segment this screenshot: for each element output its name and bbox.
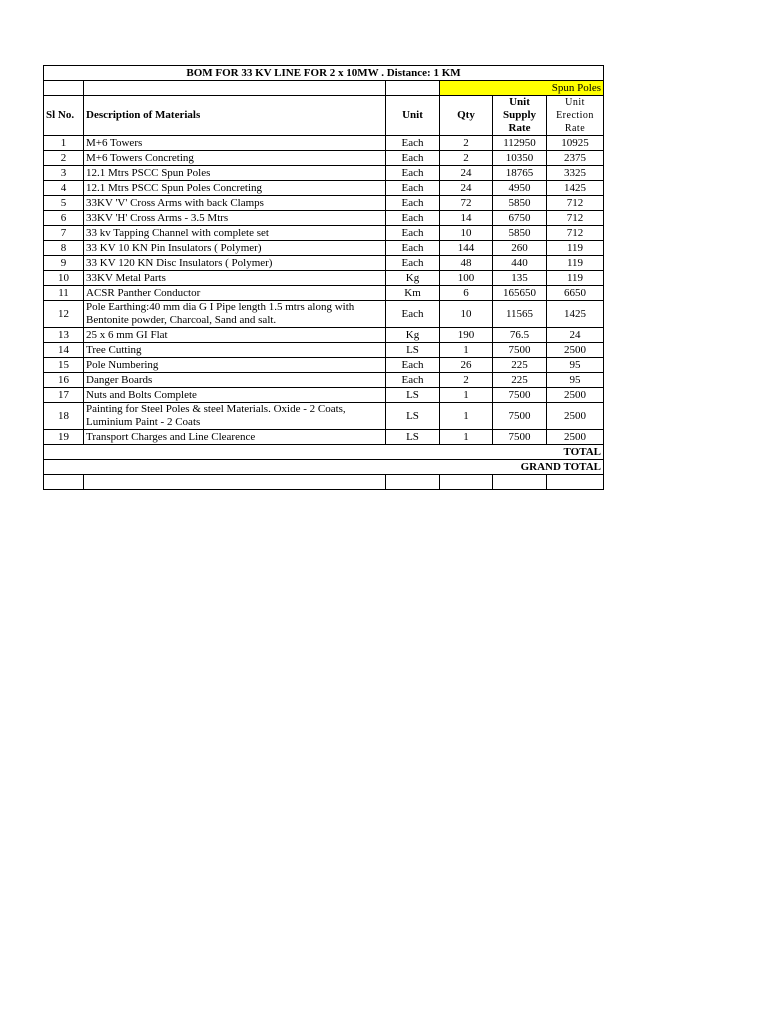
cell-sl-no: 8 xyxy=(44,241,84,256)
cell-erection-rate: 119 xyxy=(547,241,604,256)
cell-unit: Km xyxy=(386,286,440,301)
table-row xyxy=(44,256,604,271)
cell-erection-rate: 2500 xyxy=(547,430,604,445)
cell-supply-rate: 4950 xyxy=(493,181,547,196)
cell-sl-no: 9 xyxy=(44,256,84,271)
cell-unit: LS xyxy=(386,430,440,445)
cell-description: Pole Earthing:40 mm dia G I Pipe length 1.5 mtrs along with Bentonite powder, Charcoal, Sand and salt. xyxy=(84,301,386,328)
cell-supply-rate: 18765 xyxy=(493,166,547,181)
cell-sl-no: 2 xyxy=(44,151,84,166)
cell-qty: 2 xyxy=(440,151,493,166)
cell-supply-rate: 260 xyxy=(493,241,547,256)
cell-erection-rate: 712 xyxy=(547,211,604,226)
empty-cell xyxy=(84,475,386,490)
table-row xyxy=(44,343,604,358)
cell-description: M+6 Towers xyxy=(84,136,386,151)
cell-sl-no: 10 xyxy=(44,271,84,286)
table-row xyxy=(44,301,604,328)
cell-qty: 2 xyxy=(440,373,493,388)
cell-sl-no: 7 xyxy=(44,226,84,241)
cell-sl-no: 19 xyxy=(44,430,84,445)
cell-supply-rate: 5850 xyxy=(493,196,547,211)
cell-supply-rate: 135 xyxy=(493,271,547,286)
cell-sl-no: 18 xyxy=(44,403,84,430)
table-row xyxy=(44,430,604,445)
table-row xyxy=(44,403,604,430)
cell-sl-no: 13 xyxy=(44,328,84,343)
cell-description: Painting for Steel Poles & steel Materials. Oxide - 2 Coats, Luminium Paint - 2 Coats xyxy=(84,403,386,430)
cell-description: Nuts and Bolts Complete xyxy=(84,388,386,403)
cell-unit: Each xyxy=(386,301,440,328)
cell-qty: 1 xyxy=(440,388,493,403)
grand-total-label: GRAND TOTAL xyxy=(44,460,604,475)
cell-unit: LS xyxy=(386,343,440,358)
cell-sl-no: 3 xyxy=(44,166,84,181)
cell-erection-rate: 3325 xyxy=(547,166,604,181)
cell-qty: 14 xyxy=(440,211,493,226)
cell-supply-rate: 440 xyxy=(493,256,547,271)
cell-erection-rate: 1425 xyxy=(547,181,604,196)
cell-qty: 10 xyxy=(440,226,493,241)
cell-unit: Each xyxy=(386,256,440,271)
cell-erection-rate: 712 xyxy=(547,226,604,241)
cell-supply-rate: 7500 xyxy=(493,430,547,445)
cell-unit: Each xyxy=(386,196,440,211)
cell-qty: 26 xyxy=(440,358,493,373)
cell-erection-rate: 10925 xyxy=(547,136,604,151)
cell-unit: Each xyxy=(386,151,440,166)
table-row xyxy=(44,226,604,241)
cell-description: Transport Charges and Line Clearence xyxy=(84,430,386,445)
cell-sl-no: 12 xyxy=(44,301,84,328)
cell-qty: 10 xyxy=(440,301,493,328)
cell-unit: Each xyxy=(386,166,440,181)
cell-supply-rate: 112950 xyxy=(493,136,547,151)
table-row xyxy=(44,166,604,181)
cell-supply-rate: 7500 xyxy=(493,343,547,358)
table-row xyxy=(44,151,604,166)
cell-erection-rate: 119 xyxy=(547,256,604,271)
cell-erection-rate: 95 xyxy=(547,358,604,373)
cell-erection-rate: 2500 xyxy=(547,343,604,358)
table-row xyxy=(44,373,604,388)
cell-sl-no: 5 xyxy=(44,196,84,211)
empty-cell xyxy=(547,475,604,490)
cell-unit: Kg xyxy=(386,271,440,286)
cell-qty: 24 xyxy=(440,181,493,196)
table-row xyxy=(44,181,604,196)
cell-description: 33KV 'V' Cross Arms with back Clamps xyxy=(84,196,386,211)
cell-description: Danger Boards xyxy=(84,373,386,388)
grand-total-row xyxy=(44,460,604,475)
cell-sl-no: 17 xyxy=(44,388,84,403)
cell-supply-rate: 11565 xyxy=(493,301,547,328)
cell-sl-no: 1 xyxy=(44,136,84,151)
cell-qty: 190 xyxy=(440,328,493,343)
cell-description: 25 x 6 mm GI Flat xyxy=(84,328,386,343)
bom-table xyxy=(43,65,604,490)
header-sl-no: Sl No. xyxy=(44,96,84,136)
header-erection-rate: Unit Erection Rate xyxy=(547,96,604,136)
empty-row xyxy=(44,475,604,490)
cell-supply-rate: 5850 xyxy=(493,226,547,241)
cell-unit: Each xyxy=(386,373,440,388)
cell-description: 33KV 'H' Cross Arms - 3.5 Mtrs xyxy=(84,211,386,226)
empty-cell xyxy=(44,475,84,490)
cell-unit: Each xyxy=(386,241,440,256)
header-row xyxy=(44,96,604,136)
cell-qty: 48 xyxy=(440,256,493,271)
table-title: BOM FOR 33 KV LINE FOR 2 x 10MW . Distance: 1 KM xyxy=(44,66,604,81)
cell-description: ACSR Panther Conductor xyxy=(84,286,386,301)
cell-description: 33 KV 10 KN Pin Insulators ( Polymer) xyxy=(84,241,386,256)
cell-erection-rate: 2375 xyxy=(547,151,604,166)
cell-supply-rate: 10350 xyxy=(493,151,547,166)
total-label: TOTAL xyxy=(44,445,604,460)
cell-qty: 144 xyxy=(440,241,493,256)
table-row xyxy=(44,388,604,403)
empty-cell xyxy=(386,475,440,490)
title-row xyxy=(44,66,604,81)
cell-erection-rate: 712 xyxy=(547,196,604,211)
cell-supply-rate: 7500 xyxy=(493,388,547,403)
cell-description: 12.1 Mtrs PSCC Spun Poles xyxy=(84,166,386,181)
cell-unit: Each xyxy=(386,181,440,196)
cell-description: Pole Numbering xyxy=(84,358,386,373)
table-row xyxy=(44,241,604,256)
cell-supply-rate: 7500 xyxy=(493,403,547,430)
cell-erection-rate: 119 xyxy=(547,271,604,286)
cell-description: 33 KV 120 KN Disc Insulators ( Polymer) xyxy=(84,256,386,271)
total-row xyxy=(44,445,604,460)
table-row xyxy=(44,271,604,286)
cell-sl-no: 14 xyxy=(44,343,84,358)
cell-supply-rate: 225 xyxy=(493,358,547,373)
cell-supply-rate: 76.5 xyxy=(493,328,547,343)
cell-supply-rate: 225 xyxy=(493,373,547,388)
cell-erection-rate: 1425 xyxy=(547,301,604,328)
cell-unit: Each xyxy=(386,358,440,373)
cell-qty: 2 xyxy=(440,136,493,151)
cell-qty: 1 xyxy=(440,403,493,430)
cell-qty: 72 xyxy=(440,196,493,211)
empty-cell xyxy=(440,475,493,490)
cell-unit: LS xyxy=(386,388,440,403)
header-unit: Unit xyxy=(386,96,440,136)
cell-sl-no: 15 xyxy=(44,358,84,373)
cell-qty: 24 xyxy=(440,166,493,181)
table-row xyxy=(44,211,604,226)
cell-qty: 1 xyxy=(440,430,493,445)
cell-erection-rate: 95 xyxy=(547,373,604,388)
table-row xyxy=(44,196,604,211)
table-row xyxy=(44,286,604,301)
cell-unit: Each xyxy=(386,226,440,241)
cell-description: 33 kv Tapping Channel with complete set xyxy=(84,226,386,241)
cell-description: Tree Cutting xyxy=(84,343,386,358)
header-qty: Qty xyxy=(440,96,493,136)
cell-sl-no: 6 xyxy=(44,211,84,226)
cell-supply-rate: 6750 xyxy=(493,211,547,226)
cell-unit: Kg xyxy=(386,328,440,343)
header-description: Description of Materials xyxy=(84,96,386,136)
empty-cell xyxy=(493,475,547,490)
cell-erection-rate: 2500 xyxy=(547,388,604,403)
cell-sl-no: 16 xyxy=(44,373,84,388)
header-supply-rate: Unit Supply Rate xyxy=(493,96,547,136)
cell-sl-no: 11 xyxy=(44,286,84,301)
cell-unit: Each xyxy=(386,211,440,226)
cell-unit: Each xyxy=(386,136,440,151)
cell-qty: 1 xyxy=(440,343,493,358)
band-row xyxy=(44,81,604,96)
cell-erection-rate: 6650 xyxy=(547,286,604,301)
table-row xyxy=(44,358,604,373)
table-row xyxy=(44,136,604,151)
cell-erection-rate: 2500 xyxy=(547,403,604,430)
table-row xyxy=(44,328,604,343)
cell-unit: LS xyxy=(386,403,440,430)
cell-qty: 6 xyxy=(440,286,493,301)
cell-description: 12.1 Mtrs PSCC Spun Poles Concreting xyxy=(84,181,386,196)
cell-sl-no: 4 xyxy=(44,181,84,196)
cell-erection-rate: 24 xyxy=(547,328,604,343)
cell-qty: 100 xyxy=(440,271,493,286)
cell-description: M+6 Towers Concreting xyxy=(84,151,386,166)
cell-description: 33KV Metal Parts xyxy=(84,271,386,286)
spun-poles-band: Spun Poles xyxy=(440,81,604,96)
cell-supply-rate: 165650 xyxy=(493,286,547,301)
